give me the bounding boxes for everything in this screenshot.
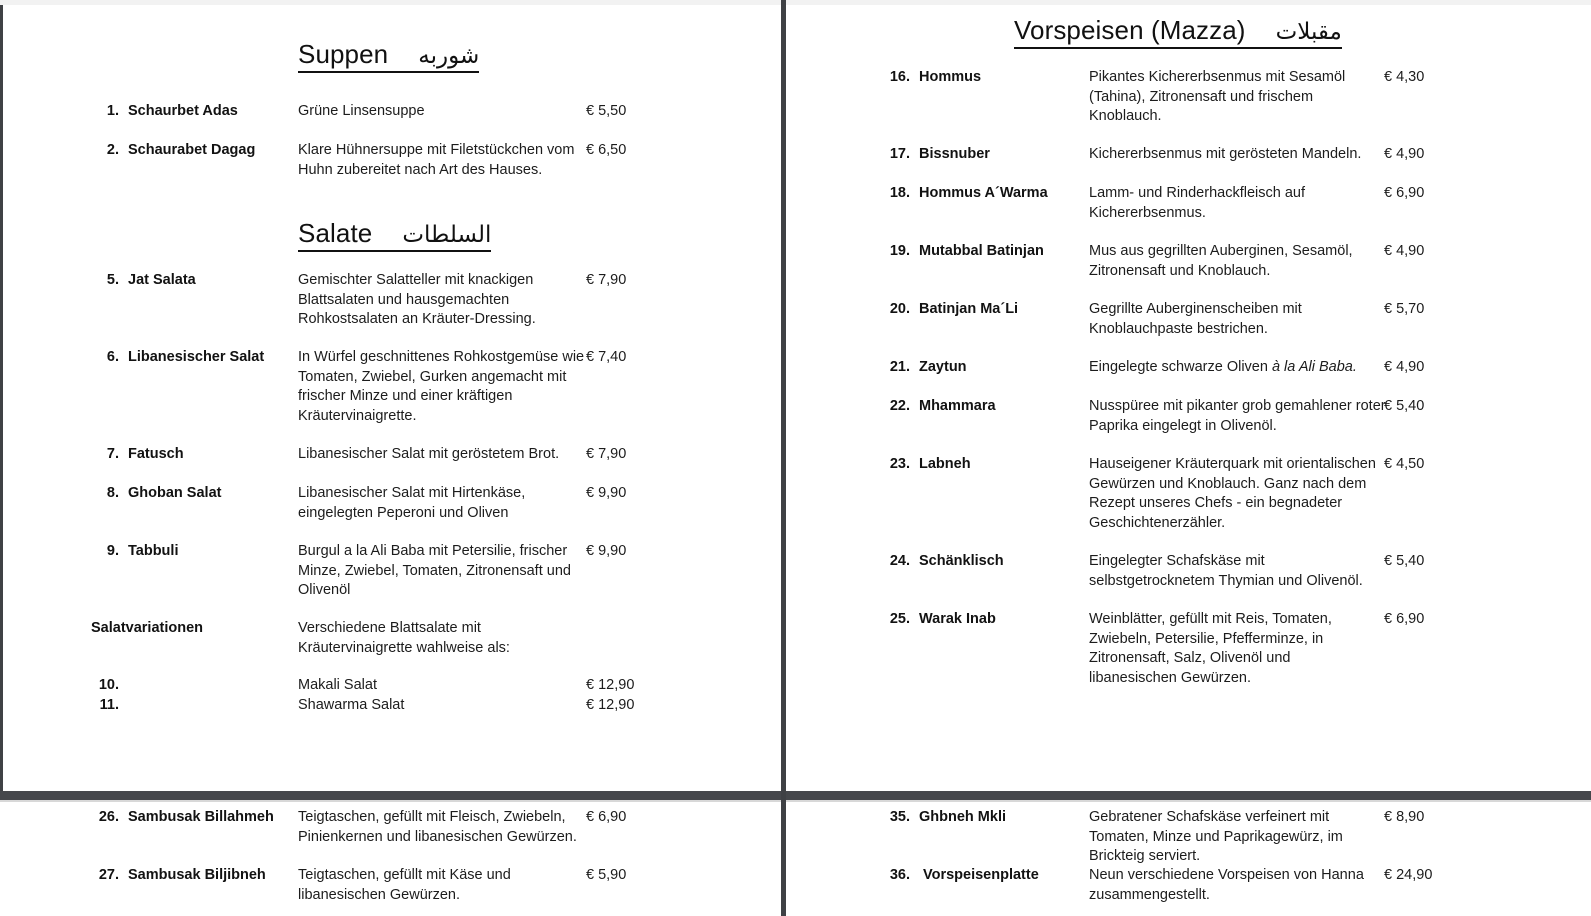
- item-description: Grüne Linsensuppe: [298, 103, 425, 119]
- item-number: 24.: [889, 553, 910, 569]
- item-description: Hauseigener Kräuterquark mit orientalischen Gewürzen und Knoblauch. Ganz nach dem Rezept unseres Chefs - ein begnadeter Geschichtenerzähler.: [1089, 456, 1376, 531]
- item-price: € 6,90: [586, 809, 627, 825]
- item-name: Fatusch: [128, 446, 184, 462]
- item-description: Gemischter Salatteller mit knackigen Blattsalaten und hausgemachten Rohkostsalaten an Kräuter-Dressing.: [298, 272, 536, 327]
- item-price: € 12,90: [586, 697, 635, 713]
- menu-row[interactable]: [91, 102, 691, 124]
- menu-row[interactable]: [882, 300, 1502, 342]
- menu-row[interactable]: [882, 808, 1502, 870]
- item-price: € 7,90: [586, 272, 627, 288]
- item-price: € 8,90: [1384, 809, 1425, 825]
- page-vertical-divider: [781, 0, 786, 916]
- item-name: Zaytun: [919, 359, 967, 375]
- item-number: 26.: [98, 809, 119, 825]
- item-number: 27.: [98, 867, 119, 883]
- item-number: 36.: [889, 867, 910, 883]
- item-description: [1089, 358, 1399, 378]
- item-name: Sambusak Billahmeh: [128, 809, 274, 825]
- item-name: Schaurbet Adas: [128, 103, 238, 119]
- item-name: Batinjan Ma´Li: [919, 301, 1019, 317]
- item-price: € 4,90: [1384, 243, 1425, 259]
- page-right-bottom: [786, 802, 1591, 916]
- item-name: Schaurabet Dagag: [128, 142, 256, 158]
- item-description: Makali Salat: [298, 677, 377, 693]
- item-description: In Würfel geschnittenes Rohkostgemüse wie Tomaten, Zwiebel, Gurken angemacht mit frischer Minze und einer kräftigen Kräutervinaigrette.: [298, 349, 585, 424]
- item-price: € 9,90: [586, 543, 627, 559]
- section-title-ar: مقبلات: [1275, 19, 1342, 45]
- item-price: € 7,90: [586, 446, 627, 462]
- menu-subgroup-header: [91, 619, 691, 661]
- item-price: € 4,30: [1384, 69, 1425, 85]
- page-right-top: [786, 5, 1591, 791]
- menu-row[interactable]: [91, 808, 711, 850]
- menu-row[interactable]: [882, 397, 1502, 439]
- item-number: 23.: [889, 456, 910, 472]
- item-name: Mhammara: [919, 398, 996, 414]
- menu-row[interactable]: [91, 445, 691, 467]
- menu-row[interactable]: [882, 866, 1502, 908]
- menu-row[interactable]: [882, 610, 1502, 692]
- section-title-ar: شوربه: [418, 43, 480, 69]
- menu-row[interactable]: [882, 242, 1502, 284]
- menu-row[interactable]: [91, 696, 691, 718]
- item-description: Teigtaschen, gefüllt mit Fleisch, Zwiebeln, Pinienkernen und libanesischen Gewürzen.: [298, 809, 577, 845]
- menu-row[interactable]: [91, 348, 691, 430]
- subgroup-label: Salatvariationen: [91, 620, 204, 636]
- menu-row[interactable]: [91, 542, 691, 604]
- menu-row[interactable]: [882, 184, 1502, 226]
- menu-row[interactable]: [882, 358, 1502, 380]
- item-description: Teigtaschen, gefüllt mit Käse und libanesischen Gewürzen.: [298, 867, 511, 903]
- item-price: € 5,40: [1384, 553, 1425, 569]
- menu-row[interactable]: [882, 552, 1502, 594]
- item-description: Kichererbsenmus mit gerösteten Mandeln.: [1089, 146, 1362, 162]
- section-title-de: Suppen: [298, 39, 389, 69]
- item-description: Eingelegter Schafskäse mit selbstgetrocknetem Thymian und Olivenöl.: [1089, 553, 1363, 589]
- item-description-emphasis: à la Ali Baba.: [1271, 359, 1357, 375]
- item-number: 22.: [889, 398, 910, 414]
- item-name: Schänklisch: [919, 553, 1004, 569]
- item-name: Libanesischer Salat: [128, 349, 265, 365]
- item-number: 7.: [106, 446, 119, 462]
- menu-row[interactable]: [91, 676, 691, 698]
- item-name: Hommus A´Warma: [919, 185, 1048, 201]
- item-name: Labneh: [919, 456, 971, 472]
- item-description: Mus aus gegrillten Auberginen, Sesamöl, Zitronensaft und Knoblauch.: [1089, 243, 1353, 279]
- item-price: € 5,90: [586, 867, 627, 883]
- menu-row[interactable]: [882, 68, 1502, 130]
- section-heading-suppen: [298, 41, 479, 73]
- item-name: Tabbuli: [128, 543, 179, 559]
- item-price: € 12,90: [586, 677, 635, 693]
- page-horizontal-divider: [0, 791, 1591, 800]
- item-number: 16.: [889, 69, 910, 85]
- item-price: € 4,50: [1384, 456, 1425, 472]
- item-number: 19.: [889, 243, 910, 259]
- item-number: 11.: [99, 697, 119, 713]
- item-price: € 6,90: [1384, 185, 1425, 201]
- item-number: 1.: [106, 103, 119, 119]
- section-heading-salate: [298, 220, 491, 252]
- item-number: 5.: [106, 272, 119, 288]
- item-number: 35.: [889, 809, 910, 825]
- section-title-ar: السلطات: [402, 222, 492, 248]
- item-price: € 5,50: [586, 103, 627, 119]
- item-price: € 24,90: [1384, 867, 1433, 883]
- page-left-bottom: [3, 802, 781, 916]
- item-price: € 7,40: [586, 349, 627, 365]
- item-name: Bissnuber: [919, 146, 990, 162]
- item-number: 6.: [106, 349, 119, 365]
- menu-row[interactable]: [882, 145, 1502, 167]
- item-name: Vorspeisenplatte: [923, 867, 1039, 883]
- item-number: 18.: [889, 185, 910, 201]
- menu-row[interactable]: [882, 455, 1502, 537]
- item-name: Hommus: [919, 69, 982, 85]
- item-description: Neun verschiedene Vorspeisen von Hanna zusammengestellt.: [1089, 867, 1364, 903]
- item-number: 21.: [889, 359, 910, 375]
- menu-row[interactable]: [91, 484, 691, 526]
- item-description: Klare Hühnersuppe mit Filetstückchen vom Huhn zubereitet nach Art des Hauses.: [298, 142, 575, 178]
- item-description-plain: Eingelegte schwarze Oliven: [1089, 359, 1272, 375]
- item-description: Lamm- und Rinderhackfleisch auf Kichererbsenmus.: [1089, 185, 1305, 221]
- item-number: 2.: [106, 142, 119, 158]
- item-price: € 4,90: [1384, 146, 1425, 162]
- item-price: € 6,90: [1384, 611, 1425, 627]
- menu-row[interactable]: [91, 141, 691, 183]
- item-name: Ghbneh Mkli: [919, 809, 1006, 825]
- item-price: € 6,50: [586, 142, 627, 158]
- item-name: Sambusak Biljibneh: [128, 867, 266, 883]
- item-name: Warak Inab: [919, 611, 996, 627]
- item-price: € 4,90: [1384, 359, 1425, 375]
- menu-row[interactable]: [91, 271, 691, 333]
- item-number: 17.: [889, 146, 910, 162]
- item-name: Ghoban Salat: [128, 485, 222, 501]
- page-left-top: [3, 5, 781, 791]
- item-price: € 5,40: [1384, 398, 1425, 414]
- item-number: 9.: [106, 543, 119, 559]
- item-number: 8.: [106, 485, 119, 501]
- item-description: Libanesischer Salat mit Hirtenkäse, eingelegten Peperoni und Oliven: [298, 485, 526, 521]
- item-description: Burgul a la Ali Baba mit Petersilie, frischer Minze, Zwiebel, Tomaten, Zitronensaft und Olivenöl: [298, 543, 571, 598]
- section-title-de: Salate: [298, 218, 373, 248]
- item-number: 10.: [98, 677, 119, 693]
- item-description: Libanesischer Salat mit geröstetem Brot.: [298, 446, 560, 462]
- subgroup-description: Verschiedene Blattsalate mit Kräutervinaigrette wahlweise als:: [298, 620, 510, 656]
- item-price: € 9,90: [586, 485, 627, 501]
- item-description: Pikantes Kichererbsenmus mit Sesamöl (Tahina), Zitronensaft und frischem Knoblauch.: [1089, 69, 1346, 124]
- item-description: Shawarma Salat: [298, 697, 405, 713]
- item-description: Weinblätter, gefüllt mit Reis, Tomaten, Zwiebeln, Petersilie, Pfefferminze, in Zitronensaft, Salz, Olivenöl und libanesischen Gewürzen.: [1089, 611, 1332, 686]
- item-number: 25.: [889, 611, 910, 627]
- menu-row[interactable]: [91, 866, 711, 908]
- item-name: Jat Salata: [128, 272, 196, 288]
- section-heading-vorspeisen: [1014, 17, 1342, 49]
- item-description: Nusspüree mit pikanter grob gemahlener roter Paprika eingelegt in Olivenöl.: [1089, 398, 1386, 434]
- item-description: Gegrillte Auberginenscheiben mit Knoblauchpaste bestrichen.: [1089, 301, 1302, 337]
- item-price: € 5,70: [1384, 301, 1425, 317]
- item-description: Gebratener Schafskäse verfeinert mit Tomaten, Minze und Paprikagewürz, im Brickteig serviert.: [1089, 809, 1343, 864]
- item-name: Mutabbal Batinjan: [919, 243, 1044, 259]
- section-title-de: Vorspeisen (Mazza): [1014, 15, 1246, 45]
- item-number: 20.: [889, 301, 910, 317]
